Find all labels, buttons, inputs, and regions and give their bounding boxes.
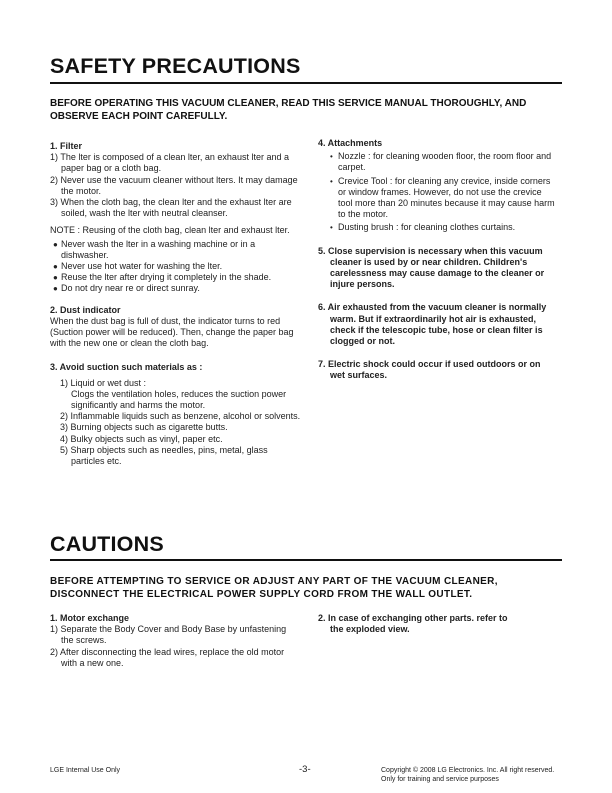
bullet-icon: • [330, 176, 333, 186]
footer-internal: LGE Internal Use Only [50, 767, 121, 774]
cautions-rule [50, 559, 562, 561]
list-item: • Nozzle : for cleaning wooden floor, the room floor and carpet. [330, 151, 552, 173]
footer-copyright [381, 766, 554, 784]
cautions-left-column [50, 613, 290, 669]
title-rule [50, 82, 562, 84]
cautions-right-column [318, 613, 508, 635]
list-item: 2) Inflammable liquids such as benzene, alcohol or solvents. [60, 411, 301, 422]
safety-banner [50, 97, 565, 123]
list-item: ● Do not dry near re or direct sunray. [53, 283, 200, 294]
avoid-heading: 3. Avoid suction such materials as : [50, 362, 203, 373]
list-item: ● Never wash the lter in a washing machine or in a dishwasher. [53, 238, 256, 260]
list-item: 1) The lter is composed of a clean lter, an exhaust lter and a paper bag or a cloth bag. [50, 152, 289, 174]
other-parts: 2. In case of exchanging other parts. refer to the exploded view. [318, 613, 508, 635]
safety-left-column [50, 141, 302, 467]
filter-note: NOTE : Reusing of the cloth bag, clean lter and exhaust lter. [50, 225, 290, 236]
avoid-list [50, 378, 302, 468]
bullet-icon: ● [53, 262, 58, 272]
bullet-icon: ● [53, 273, 58, 283]
list-item: • Crevice Tool : for cleaning any crevice, inside corners or window frames. However, do not use the crevice tool more than 20 minutes because it may cause harm to the motor. [330, 175, 555, 220]
list-item: 3) When the cloth bag, the clean lter and the exhaust lter are soiled, wash the lter with neutral cleanser. [50, 197, 292, 219]
copyright-line: Copyright © 2008 LG Electronics. Inc. All right reserved. [381, 767, 555, 774]
filter-heading: 1. Filter [50, 141, 83, 151]
attachments-heading: 4. Attachments [318, 138, 383, 148]
safety-title: SAFETY PRECAUTIONS [50, 54, 301, 78]
list-item: ● Reuse the lter after drying it completely in the shade. [53, 272, 272, 283]
list-item: ● Never use hot water for washing the lter. [53, 261, 223, 272]
bullet-icon: • [330, 223, 333, 233]
list-item: 1) Separate the Body Cover and Body Base by unfastening the screws. [50, 624, 287, 646]
page-number: -3- [299, 764, 311, 775]
list-item: 4) Bulky objects such as vinyl, paper etc. [60, 433, 223, 444]
list-item: 1) Liquid or wet dust : [60, 377, 147, 388]
bullet-icon: ● [53, 239, 58, 249]
dust-heading: 2. Dust indicator [50, 304, 121, 315]
list-item: 3) Burning objects such as cigarette butts. [60, 422, 228, 433]
bullet-icon: ● [53, 284, 58, 294]
liquid-detail: Clogs the ventilation holes, reduces the suction power significantly and harms the motor. [71, 388, 287, 411]
list-item: 2) After disconnecting the lead wires, replace the old motor with a new one. [50, 646, 285, 668]
safety-banner-line2: OBSERVE EACH POINT CAREFULLY. [50, 111, 228, 122]
cautions-title: CAUTIONS [50, 532, 164, 556]
safety-banner-line1: BEFORE OPERATING THIS VACUUM CLEANER, READ THIS SERVICE MANUAL THOROUGHLY, AND [50, 98, 527, 109]
safety-right-column [318, 138, 556, 382]
motor-heading: 1. Motor exchange [50, 613, 130, 623]
point-6: 6. Air exhausted from the vacuum cleaner is normally warm. But if extraordinarily hot air is exhausted, check if the telescopic tube, hose or clean filter is clogged or not. [318, 302, 547, 347]
list-item: 5) Sharp objects such as needles, pins, metal, glass particles etc. [60, 444, 268, 467]
cautions-banner-line2: DISCONNECT THE ELECTRICAL POWER SUPPLY CORD FROM THE WALL OUTLET. [50, 589, 473, 600]
dust-text: When the dust bag is full of dust, the indicator turns to red (Suction power will be reduced). Then, change the paper bag with the new one or clean the cloth bag. [50, 315, 294, 349]
bullet-icon: • [330, 152, 333, 162]
training-line: Only for training and service purposes [381, 776, 499, 783]
cautions-banner-line1: BEFORE ATTEMPTING TO SERVICE OR ADJUST ANY PART OF THE VACUUM CLEANER, [50, 576, 498, 587]
cautions-banner [50, 575, 565, 601]
list-item: 2) Never use the vacuum cleaner without lters. It may damage the motor. [50, 174, 298, 196]
list-item: • Dusting brush : for cleaning clothes curtains. [330, 222, 516, 233]
point-7: 7. Electric shock could occur if used outdoors or on wet surfaces. [318, 359, 541, 381]
point-5: 5. Close supervision is necessary when this vacuum cleaner is used by or near children. Children's carelessness may cause damage to the cleaner or injure persons. [318, 245, 545, 290]
